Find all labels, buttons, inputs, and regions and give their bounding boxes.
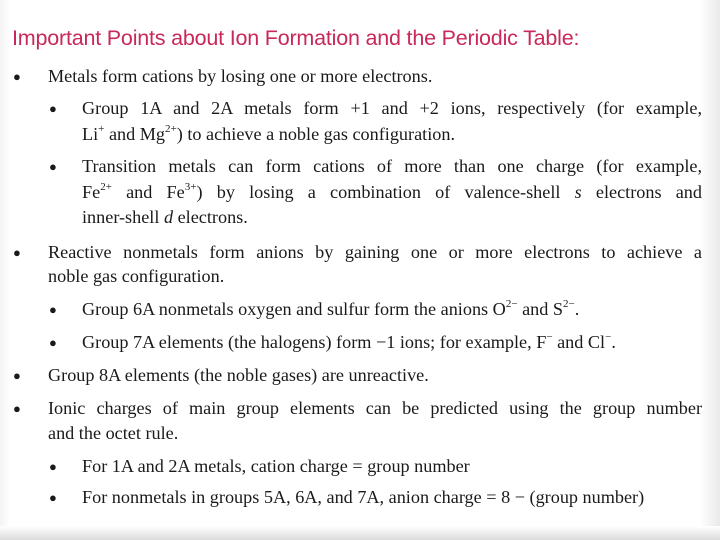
sub-bullet-1-2: ●: [49, 159, 57, 174]
point-1-sub-2-line-1: Transition metals can form cations of more than one charge (for example,: [82, 156, 702, 176]
point-3-text: Group 8A elements (the noble gases) are unreactive.: [48, 365, 429, 385]
point-4-sub-2: For nonmetals in groups 5A, 6A, and 7A, anion charge = 8 − (group number): [82, 487, 645, 507]
point-1-sub-1-line-1: Group 1A and 2A metals form +1 and +2 ions, respectively (for example,: [82, 98, 702, 118]
point-2-line-2: noble gas configuration.: [48, 266, 225, 286]
point-1-sub-2-line-3: inner-shell d electrons.: [82, 207, 248, 227]
sub-bullet-4-2: ●: [49, 490, 57, 505]
slide-title: Important Points about Ion Formation and the Periodic Table:: [12, 26, 580, 50]
bullet-point-2: ●: [13, 245, 21, 260]
bottom-shadow: [0, 526, 720, 540]
point-1-text: Metals form cations by losing one or more electrons.: [48, 66, 433, 86]
point-2-sub-2: Group 7A elements (the halogens) form −1 ions; for example, F− and Cl−.: [82, 330, 616, 352]
sub-bullet-1-1: ●: [49, 101, 57, 116]
point-1-sub-1-line-2: Li+ and $Mg^{2+}$) to achieve a noble gas configuration.: [82, 122, 455, 144]
point-4-line-1: Ionic charges of main group elements can be predicted using the group number: [48, 398, 702, 418]
point-2-sub-1: Group 6A nonmetals oxygen and sulfur form the anions $O^{2-}$ and $S^{2-}$.: [82, 297, 580, 319]
sub-bullet-4-1: ●: [49, 459, 57, 474]
point-4-line-2: and the octet rule.: [48, 423, 179, 443]
sub-bullet-2-2: ●: [49, 335, 57, 350]
point-4-sub-1: For 1A and 2A metals, cation charge = group number: [82, 456, 470, 476]
bullet-point-4: ●: [13, 401, 21, 416]
bullet-point-1: ●: [13, 69, 21, 84]
point-2-line-1: Reactive nonmetals form anions by gaining one or more electrons to achieve a: [48, 242, 702, 262]
sub-bullet-2-1: ●: [49, 302, 57, 317]
bullet-point-3: ●: [13, 368, 21, 383]
point-1-sub-2-line-2: $Fe^{2+}$ and $Fe^{3+}$) by losing a combination of valence-shell s electrons and: [82, 180, 702, 202]
